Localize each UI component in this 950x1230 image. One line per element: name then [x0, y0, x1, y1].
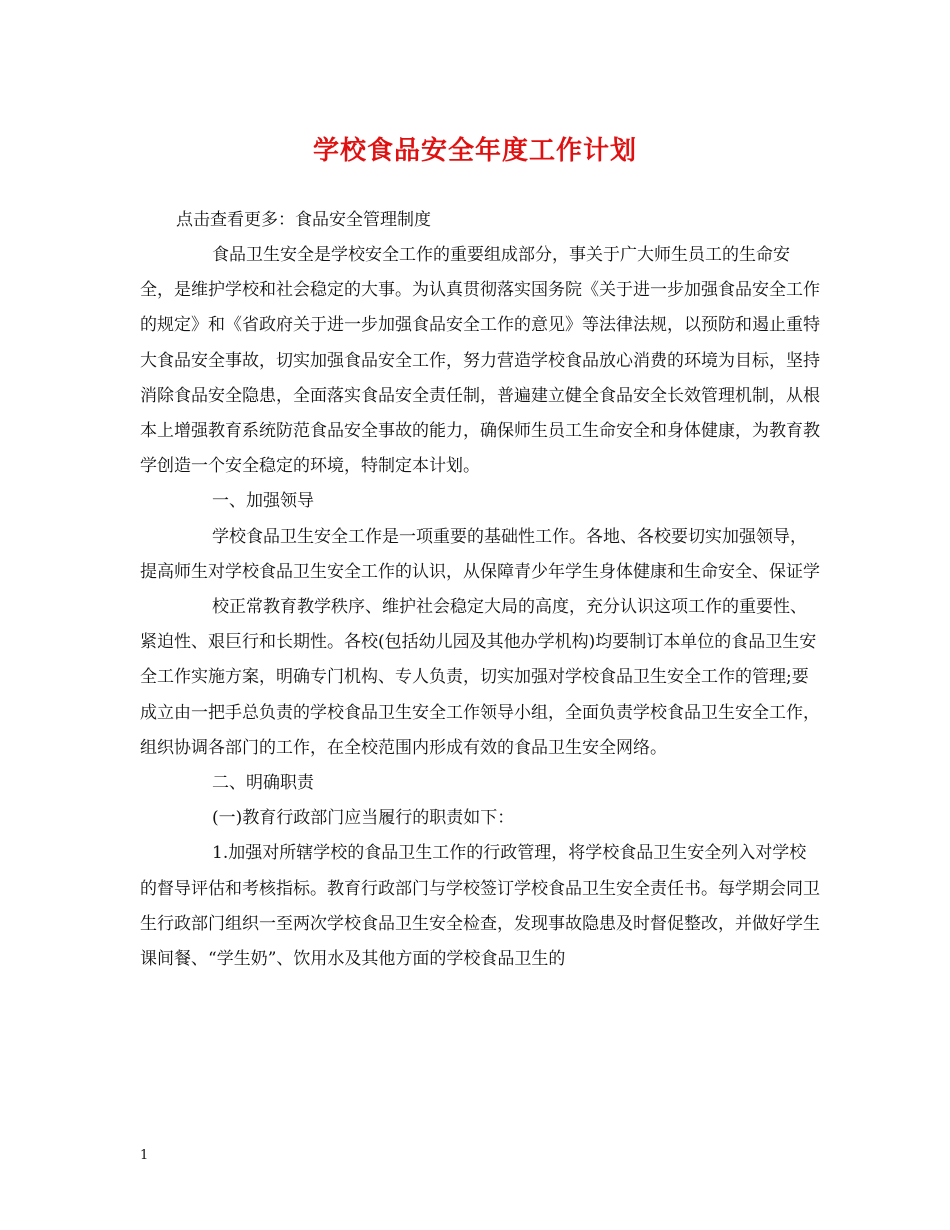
leadership-paragraph-1: 学校食品卫生安全工作是一项重要的基础性工作。各地、各校要切实加强领导，提高师生对学校食品卫生安全工作的认识，从保障青少年学生身体健康和生命安全、保证学	[140, 526, 820, 582]
page-title: 学校食品安全年度工作计划	[312, 136, 637, 166]
section-heading-2: 二、明确职责	[212, 773, 314, 794]
section-heading-1: 一、加强领导	[212, 491, 314, 512]
leadership-paragraph-2: 校正常教育教学秩序、维护社会稳定大局的高度，充分认识这项工作的重要性、紧迫性、艰巨行和长期性。各校(包括幼儿园及其他办学机构)均要制订本单位的食品卫生安全工作实施方案，明确专门机构、专人负责，切实加强对学校食品卫生安全工作的管理;要成立由一把手总负责的学校食品卫生安全工作领导小组，全面负责学校食品卫生安全工作，组织协调各部门的工作，在全校范围内形成有效的食品卫生安全网络。	[140, 597, 820, 758]
page-number: 1	[140, 1148, 149, 1163]
intro-paragraph: 食品卫生安全是学校安全工作的重要组成部分，事关于广大师生员工的生命安全，是维护学校和社会稳定的大事。为认真贯彻落实国务院《关于进一步加强食品安全工作的规定》和《省政府关于进一步加强食品安全工作的意见》等法律法规，以预防和遏止重特大食品安全事故，切实加强食品安全工作，努力营造学校食品放心消费的环境为目标，坚持消除食品安全隐患，全面落实食品安全责任制，普遍建立健全食品安全长效管理机制，从根本上增强教育系统防范食品安全事故的能力，确保师生员工生命安全和身体健康，为教育教学创造一个安全稳定的环境，特制定本计划。	[140, 245, 820, 477]
subsection-heading-1: (一)教育行政部门应当履行的职责如下：	[212, 808, 515, 829]
duty-item-1: 1.加强对所辖学校的食品卫生工作的行政管理，将学校食品卫生安全列入对学校的督导评估和考核指标。教育行政部门与学校签订学校食品卫生安全责任书。每学期会同卫生行政部门组织一至两次学校食品卫生安全检查，发现事故隐患及时督促整改，并做好学生课间餐、“学生奶”、饮用水及其他方面的学校食品卫生的	[140, 843, 820, 970]
more-link[interactable]: 点击查看更多：食品安全管理制度	[176, 210, 431, 230]
document-body	[140, 238, 820, 977]
